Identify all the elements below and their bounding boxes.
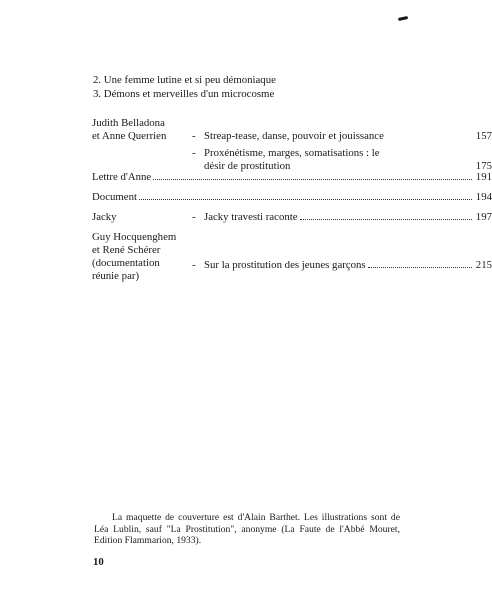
author-line: (documentation <box>92 257 160 269</box>
toc-page-number: 191 <box>475 171 492 183</box>
toc-title: Proxénétisme, marges, somatisations : le <box>204 147 380 159</box>
dash-marker: - <box>192 211 196 223</box>
author-line: et Anne Querrien <box>92 130 167 142</box>
toc-author <box>92 117 192 143</box>
toc-title: désir de prostitution <box>204 160 291 172</box>
toc-page-number: 175 <box>475 160 492 172</box>
author-line: Guy Hocquenghem <box>92 231 177 243</box>
dash-marker: - <box>192 130 196 142</box>
cover-credit-note: La maquette de couverture est d'Alain Barthet. Les illustrations sont de Léa Lublin, sauf "La Prostitution", anonyme (La Faute de l'Abbé Mouret, Edition Flammarion, 1933). <box>94 512 400 546</box>
toc-title: Jacky travesti raconte <box>204 211 298 223</box>
toc-title: Document <box>92 191 137 203</box>
page-number: 10 <box>93 556 104 568</box>
toc-page-number: 157 <box>475 130 492 142</box>
toc-entry-belladona <box>92 117 492 172</box>
toc-entry-jacky <box>92 211 492 231</box>
sub-item-2: 2. Une femme lutine et si peu démoniaque <box>93 74 276 86</box>
ink-mark <box>398 16 408 21</box>
toc-author: Jacky <box>92 211 117 223</box>
leader-dots <box>368 259 472 268</box>
toc-author <box>92 231 192 283</box>
toc-title: Sur la prostitution des jeunes garçons <box>204 259 366 271</box>
toc-title: Streap-tease, danse, pouvoir et jouissance <box>204 130 384 142</box>
toc-page-number: 215 <box>475 259 492 271</box>
toc-page-number: 197 <box>475 211 492 223</box>
dash-marker: - <box>192 259 196 271</box>
sub-item-3: 3. Démons et merveilles d'un microcosme <box>93 88 275 100</box>
leader-dots <box>153 171 472 180</box>
leader-dots <box>300 211 472 220</box>
dash-marker: - <box>192 147 196 159</box>
author-line: et René Schérer <box>92 244 161 256</box>
toc-entry-document <box>92 191 492 211</box>
toc-entry-hocquenghem <box>92 231 492 291</box>
table-of-contents <box>92 117 492 291</box>
toc-title: Lettre d'Anne <box>92 171 152 183</box>
toc-entry-lettre <box>92 171 492 191</box>
toc-page-number: 194 <box>475 191 492 203</box>
author-line: Judith Belladona <box>92 117 165 129</box>
author-line: réunie par) <box>92 270 140 282</box>
leader-dots <box>139 191 472 200</box>
